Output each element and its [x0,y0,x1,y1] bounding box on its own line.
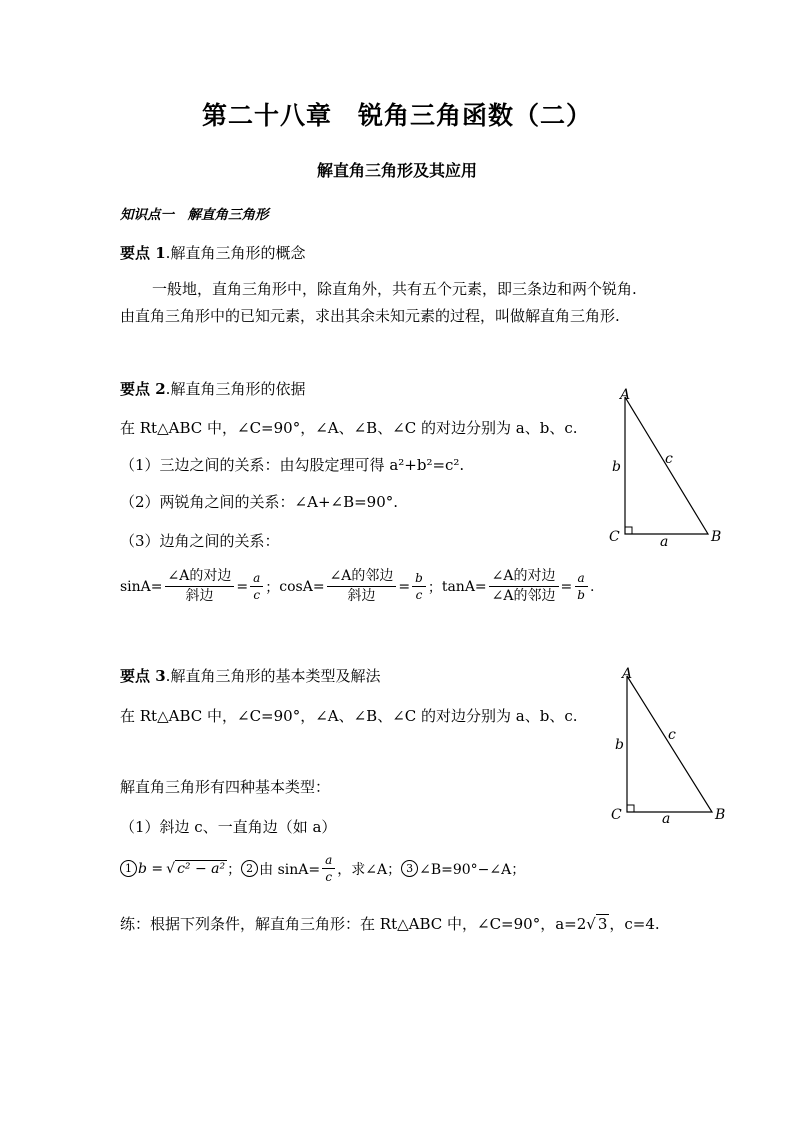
triangle-outline [627,676,712,812]
point2-heading [120,378,305,399]
find-angle-a: ，求∠A； [337,861,402,878]
tan-ratio: $\frac{a}{b}$ [574,571,588,602]
point2-label: 要点 2 [120,380,166,398]
point2-item-2: （2）两锐角之间的关系：∠A+∠B=90°. [120,493,399,511]
side-a-label: a [660,534,669,550]
exercise-text-end: ，c=4. [609,915,660,933]
sin-lhs: sinA= [120,578,163,595]
cos-fraction: $\frac{\text{∠A的邻边}}{\text{斜边}}$ [327,568,397,605]
side-a-label: a [662,811,671,827]
tan-fraction: $\frac{\text{∠A的对边}}{\text{∠A的邻边}}$ [489,568,559,605]
side-c-label: c [665,451,673,467]
by-sin: 由 sinA= [259,861,321,878]
right-triangle-diagram-1 [600,385,730,550]
vertex-C-label: C [611,807,622,823]
exercise-sqrt-value: 3 [597,915,608,933]
right-triangle-diagram-2 [600,662,730,827]
sin-ratio: $\frac{a}{c}$ [250,571,263,602]
right-angle-mark [627,805,634,812]
sqrt-expression: c² − a² [177,861,226,877]
point3-label: 要点 3 [120,667,166,685]
chapter-title: 第二十八章 锐角三角函数（二） [201,101,592,130]
side-c-label: c [668,727,676,743]
point2-intro: 在 Rt△ABC 中，∠C=90°，∠A、∠B、∠C 的对边分别为 a、b、c. [120,419,578,437]
step-1-marker: 1 [120,860,137,877]
b-equals: b = [138,860,164,877]
sqrt-sign: √ [166,860,176,877]
point1-paragraph-2: 由直角三角形中的已知元素，求出其余未知元素的过程，叫做解直角三角形. [120,307,620,325]
point2-title: .解直角三角形的依据 [165,380,306,398]
vertex-C-label: C [609,529,620,545]
side-b-label: b [615,737,624,753]
point3-case-1: （1）斜边 c、一直角边（如 a） [120,818,337,836]
knowledge-point-heading: 知识点一 解直角三角形 [120,207,269,223]
point2-item-1: （1）三边之间的关系：由勾股定理可得 a²+b²=c². [120,456,465,474]
sin-a-over-c: $\frac{a}{c}$ [322,853,335,884]
right-angle-mark [625,527,632,534]
vertex-A-label: A [622,666,633,682]
separator: ； [227,861,242,878]
trig-ratio-formulas: sinA= $\frac{\text{∠A的对边}}{\text{斜边}}$ = $\frac{a}{c}$ ； cosA= $\frac{\text{∠A的邻边}}{\text{斜边}}$ = $\frac{b}{c}$ ； tanA= $\frac{\text{∠A的对边}}{\text{∠A的邻边}}$ = $\frac{a}{b}$ . [120,568,595,604]
vertex-B-label: B [711,529,722,545]
section-subtitle: 解直角三角形及其应用 [316,161,477,180]
separator: ； [427,579,442,596]
cos-lhs: cosA= [279,578,325,595]
angle-b-formula: ∠B=90°−∠A； [419,861,526,878]
point1-heading [120,242,305,263]
tan-lhs: tanA= [441,578,487,595]
step-2-marker: 2 [241,860,258,877]
case1-solution-formula [120,853,525,884]
exercise [120,913,660,934]
sqrt-sign: √ [586,915,596,933]
point3-title: .解直角三角形的基本类型及解法 [165,667,381,685]
vertex-B-label: B [715,807,726,823]
vertex-A-label: A [620,387,631,403]
point1-title: .解直角三角形的概念 [165,244,306,262]
step-3-marker: 3 [401,860,418,877]
point1-paragraph-1: 一般地，直角三角形中，除直角外，共有五个元素，即三条边和两个锐角. [152,280,637,298]
sin-fraction: $\frac{\text{∠A的对边}}{\text{斜边}}$ [165,568,235,605]
separator: ； [265,579,280,596]
side-b-label: b [612,459,621,475]
point3-intro: 在 Rt△ABC 中，∠C=90°，∠A、∠B、∠C 的对边分别为 a、b、c. [120,707,578,725]
formula-end: . [589,578,595,595]
point1-label: 要点 1 [120,244,166,262]
point3-heading [120,665,380,686]
point3-types: 解直角三角形有四种基本类型： [120,778,331,796]
point2-item-3: （3）边角之间的关系： [120,532,280,550]
cos-ratio: $\frac{b}{c}$ [412,571,426,602]
exercise-text: 练：根据下列条件，解直角三角形：在 Rt△ABC 中，∠C=90°，a=2 [120,915,587,933]
